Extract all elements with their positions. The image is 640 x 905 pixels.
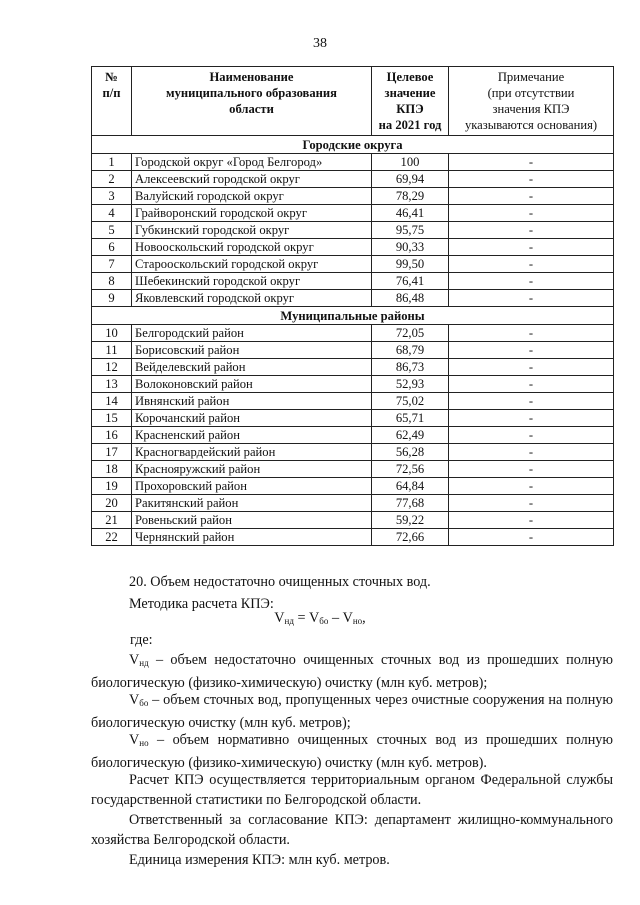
indicator-title: 20. Объем недостаточно очищенных сточных вод. (129, 574, 431, 590)
table-row (92, 290, 614, 307)
header-line: п/п (102, 86, 121, 100)
header-line: № (105, 70, 118, 84)
header-line: муниципального образования (166, 86, 337, 100)
table-row (92, 376, 614, 393)
kpe-value: 68,79 (372, 342, 449, 359)
table-row (92, 325, 614, 342)
table-row (92, 529, 614, 546)
table-row (92, 154, 614, 171)
municipality-name: Вейделевский район (132, 359, 372, 376)
row-number: 4 (92, 205, 132, 222)
row-note: - (449, 239, 614, 256)
definition-vbo: $V_{бо}$ – объем сточных вод, пропущенных через очистные сооружения на полную биологическую очистку (млн куб. метров); (91, 692, 613, 731)
table-row (92, 444, 614, 461)
kpe-value: 69,94 (372, 171, 449, 188)
kpe-value: 64,84 (372, 478, 449, 495)
municipality-name: Ивнянский район (132, 393, 372, 410)
row-number: 17 (92, 444, 132, 461)
where-label: где: (130, 632, 153, 648)
row-note: - (449, 325, 614, 342)
kpe-value: 72,05 (372, 325, 449, 342)
row-number: 12 (92, 359, 132, 376)
municipality-name: Белгородский район (132, 325, 372, 342)
header-name (132, 67, 372, 136)
kpe-value: 65,71 (372, 410, 449, 427)
row-note: - (449, 512, 614, 529)
row-number: 5 (92, 222, 132, 239)
municipality-name: Чернянский район (132, 529, 372, 546)
table-row (92, 222, 614, 239)
kpe-value: 56,28 (372, 444, 449, 461)
section-title: Городские округа (92, 136, 614, 154)
header-line: КПЭ (396, 102, 424, 116)
kpe-value: 72,56 (372, 461, 449, 478)
table-row (92, 393, 614, 410)
table-row (92, 427, 614, 444)
kpe-value: 52,93 (372, 376, 449, 393)
kpe-value: 78,29 (372, 188, 449, 205)
municipality-name: Городской округ «Город Белгород» (132, 154, 372, 171)
row-note: - (449, 478, 614, 495)
header-num (92, 67, 132, 136)
header-line: указываются основания) (464, 118, 598, 132)
table-row (92, 478, 614, 495)
kpe-value: 86,48 (372, 290, 449, 307)
municipality-name: Старооскольский городской округ (132, 256, 372, 273)
kpe-value: 77,68 (372, 495, 449, 512)
kpe-table (91, 66, 614, 546)
header-line: на 2021 год (378, 118, 442, 132)
table-header-row (92, 67, 614, 136)
kpe-value: 75,02 (372, 393, 449, 410)
municipality-name: Борисовский район (132, 342, 372, 359)
responsible-paragraph: Ответственный за согласование КПЭ: департамент жилищно-коммунального хозяйства Белгородской области. (91, 812, 613, 848)
municipality-name: Прохоровский район (132, 478, 372, 495)
row-number: 9 (92, 290, 132, 307)
page-number: 38 (313, 36, 327, 51)
header-note (449, 67, 614, 136)
kpe-value: 76,41 (372, 273, 449, 290)
row-number: 3 (92, 188, 132, 205)
kpe-value: 95,75 (372, 222, 449, 239)
row-number: 14 (92, 393, 132, 410)
kpe-value: 72,66 (372, 529, 449, 546)
row-number: 7 (92, 256, 132, 273)
row-note: - (449, 529, 614, 546)
method-label: Методика расчета КПЭ: (129, 596, 274, 612)
section-row (92, 136, 614, 154)
row-note: - (449, 376, 614, 393)
header-line: значение (384, 86, 436, 100)
table-row (92, 410, 614, 427)
row-number: 22 (92, 529, 132, 546)
row-note: - (449, 188, 614, 205)
row-note: - (449, 427, 614, 444)
municipality-name: Красногвардейский район (132, 444, 372, 461)
municipality-name: Красненский район (132, 427, 372, 444)
row-number: 19 (92, 478, 132, 495)
kpe-value: 86,73 (372, 359, 449, 376)
calculation-paragraph: Расчет КПЭ осуществляется территориальным органом Федеральной службы государственной статистики по Белгородской области. (91, 772, 613, 808)
row-number: 16 (92, 427, 132, 444)
header-line: (при отсутствии (487, 86, 575, 100)
definition-vno: $V_{но}$ – объем нормативно очищенных сточных вод из прошедших полную биологическую (физико-химическую) очистку (млн куб. метров). (91, 732, 613, 771)
row-number: 8 (92, 273, 132, 290)
table-row (92, 461, 614, 478)
row-note: - (449, 171, 614, 188)
municipality-name: Алексеевский городской округ (132, 171, 372, 188)
table-row (92, 342, 614, 359)
row-note: - (449, 273, 614, 290)
row-note: - (449, 154, 614, 171)
row-note: - (449, 342, 614, 359)
row-note: - (449, 205, 614, 222)
row-number: 6 (92, 239, 132, 256)
table-row (92, 273, 614, 290)
row-note: - (449, 393, 614, 410)
row-number: 21 (92, 512, 132, 529)
row-note: - (449, 359, 614, 376)
municipality-name: Яковлевский городской округ (132, 290, 372, 307)
row-number: 1 (92, 154, 132, 171)
kpe-value: 90,33 (372, 239, 449, 256)
row-note: - (449, 410, 614, 427)
section-title: Муниципальные районы (92, 307, 614, 325)
row-note: - (449, 290, 614, 307)
municipality-name: Грайворонский городской округ (132, 205, 372, 222)
municipality-name: Валуйский городской округ (132, 188, 372, 205)
table-row (92, 205, 614, 222)
table-row (92, 495, 614, 512)
municipality-name: Новооскольский городской округ (132, 239, 372, 256)
table-row (92, 512, 614, 529)
header-value (372, 67, 449, 136)
row-note: - (449, 222, 614, 239)
row-note: - (449, 444, 614, 461)
row-note: - (449, 461, 614, 478)
municipality-name: Краснояружский район (132, 461, 372, 478)
row-number: 13 (92, 376, 132, 393)
table-row (92, 239, 614, 256)
formula: $V_{нд} = V_{бо} - V_{но}$, (274, 610, 366, 626)
table-row (92, 359, 614, 376)
kpe-value: 99,50 (372, 256, 449, 273)
section-row (92, 307, 614, 325)
row-number: 2 (92, 171, 132, 188)
kpe-value: 59,22 (372, 512, 449, 529)
row-number: 18 (92, 461, 132, 478)
kpe-value: 62,49 (372, 427, 449, 444)
municipality-name: Шебекинский городской округ (132, 273, 372, 290)
row-number: 11 (92, 342, 132, 359)
table-row (92, 171, 614, 188)
municipality-name: Ракитянский район (132, 495, 372, 512)
table-row (92, 256, 614, 273)
kpe-value: 46,41 (372, 205, 449, 222)
header-line: Наименование (209, 70, 294, 84)
municipality-name: Ровеньский район (132, 512, 372, 529)
table-row (92, 188, 614, 205)
municipality-name: Корочанский район (132, 410, 372, 427)
header-line: Целевое (386, 70, 434, 84)
header-line: Примечание (497, 70, 565, 84)
municipality-name: Волоконовский район (132, 376, 372, 393)
row-number: 20 (92, 495, 132, 512)
row-number: 15 (92, 410, 132, 427)
municipality-name: Губкинский городской округ (132, 222, 372, 239)
row-note: - (449, 256, 614, 273)
header-line: области (229, 102, 274, 116)
row-number: 10 (92, 325, 132, 342)
definition-vnd: $V_{нд}$ – объем недостаточно очищенных сточных вод из прошедших полную биологическую (физико-химическую) очистку (млн куб. метров); (91, 652, 613, 691)
unit-paragraph: Единица измерения КПЭ: млн куб. метров. (129, 852, 390, 868)
row-note: - (449, 495, 614, 512)
kpe-value: 100 (372, 154, 449, 171)
header-line: значения КПЭ (492, 102, 570, 116)
